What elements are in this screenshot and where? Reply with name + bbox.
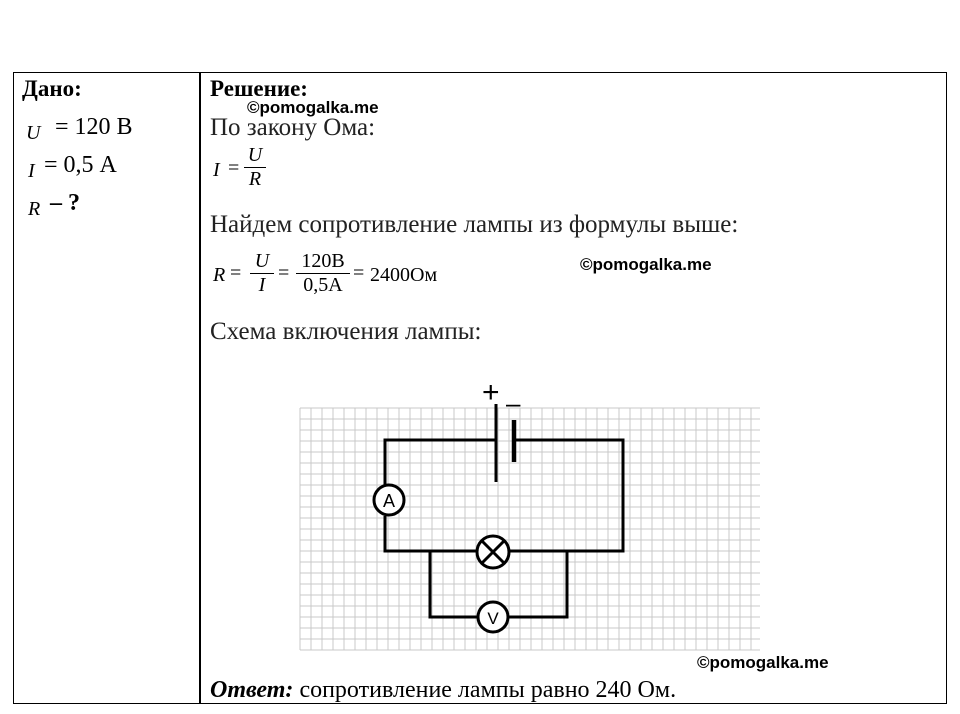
formula1-lhs: I — [213, 159, 220, 181]
answer-text: сопротивление лампы равно 240 Ом. — [299, 677, 677, 703]
formula2-lhs: R — [213, 264, 226, 286]
battery-minus-sign: – — [506, 388, 521, 418]
answer-label: Ответ: — [210, 677, 294, 703]
ohm-law-text: По закону Ома: — [210, 114, 376, 141]
given-symbol-u: U — [26, 122, 41, 144]
given-symbol-i: I — [28, 160, 35, 182]
formula2-num2: 120В — [296, 250, 350, 274]
scheme-text: Схема включения лампы: — [210, 318, 482, 345]
given-symbol-r: R — [28, 198, 41, 220]
find-text: Найдем сопротивление лампы из формулы выше: — [210, 211, 739, 238]
formula2-num1: U — [250, 250, 274, 274]
given-value-u: = 120 В — [55, 114, 133, 140]
watermark-2: ©pomogalka.me — [580, 255, 712, 274]
watermark-1: ©pomogalka.me — [247, 98, 379, 117]
given-title: Дано: — [22, 76, 82, 101]
ammeter-label: A — [382, 491, 396, 511]
watermark-3: ©pomogalka.me — [697, 653, 829, 672]
formula1-num: U — [244, 144, 266, 168]
given-value-r: – ? — [50, 190, 80, 216]
solution-title: Решение: — [210, 76, 308, 101]
formula2-result: 2400Ом — [370, 264, 438, 286]
given-value-i: = 0,5 А — [44, 152, 117, 178]
formula2-eq1: = — [230, 262, 242, 284]
voltmeter-label: V — [487, 609, 499, 628]
formula2-den2: 0,5А — [303, 274, 343, 296]
grid-paper — [300, 408, 760, 650]
formula2-den1: I — [258, 274, 266, 296]
formula2-eq3: = — [353, 262, 365, 284]
formula1-den: R — [248, 168, 262, 190]
battery-plus-sign: + — [482, 376, 500, 409]
answer — [210, 677, 676, 704]
formula2-eq2: = — [278, 262, 290, 284]
formula1-eq: = — [228, 157, 240, 179]
